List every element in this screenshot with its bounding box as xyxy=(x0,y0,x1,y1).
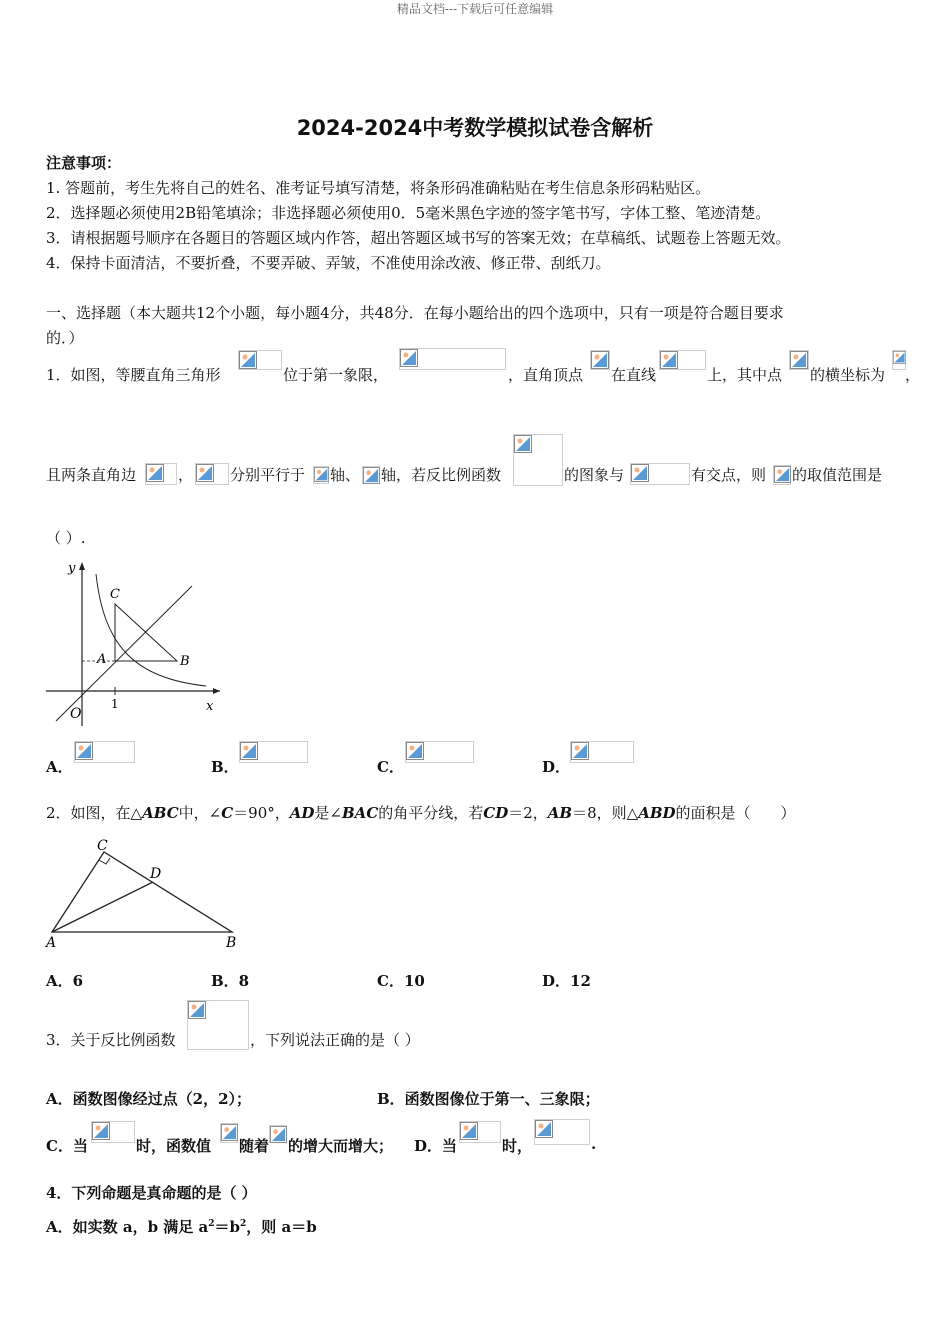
q3-option-a: A．函数图像经过点（2，2）； xyxy=(46,1090,252,1108)
label-c: C xyxy=(110,587,120,602)
broken-image-icon xyxy=(406,742,424,760)
broken-image-icon xyxy=(893,351,906,364)
formula-image xyxy=(534,1119,590,1145)
notes-item-2: 2．选择题必须使用2B铅笔填涂；非选择题必须使用0．5毫米黑色字迹的签字笔书写，字体工整、笔迹清楚。 xyxy=(46,204,771,222)
broken-image-icon xyxy=(221,1124,238,1141)
q2-option-d: D．12 xyxy=(542,972,591,990)
broken-image-icon xyxy=(240,742,258,760)
broken-image-icon xyxy=(571,742,589,760)
broken-image-icon xyxy=(514,435,532,453)
broken-image-icon xyxy=(196,464,214,482)
q1-line2-e: 轴，若反比例函数 xyxy=(381,466,502,484)
label-y: y xyxy=(68,561,76,576)
broken-image-icon xyxy=(146,464,164,482)
formula-image xyxy=(399,348,506,370)
q2-var: BAC xyxy=(342,804,379,822)
q4-text: A．如实数 a，b 满足 a xyxy=(46,1218,209,1236)
q2-text: 的面积是（ ） xyxy=(675,804,796,822)
page-title: 2024-2024中考数学模拟试卷含解析 xyxy=(296,116,654,140)
q1-text-4: 在直线 xyxy=(611,366,657,384)
q1-line2-g: 有交点，则 xyxy=(691,466,767,484)
q2-text: 2．如图，在△ xyxy=(46,804,143,822)
formula-image xyxy=(570,741,634,763)
q3-option-b: B．函数图像位于第一、三象限； xyxy=(377,1090,600,1108)
formula-image xyxy=(313,466,329,484)
q3-option-d-1: D．当 xyxy=(414,1137,458,1155)
formula-image xyxy=(220,1123,238,1143)
q1-option-d: D． xyxy=(542,758,571,776)
y-axis-arrow xyxy=(79,562,85,570)
label-b: B xyxy=(226,935,237,951)
formula-image xyxy=(630,463,690,485)
broken-image-icon xyxy=(400,349,418,367)
formula-image xyxy=(195,463,229,485)
q1-line2-b: ， xyxy=(178,466,194,484)
q1-option-a: A． xyxy=(46,758,73,776)
q1-line2-h: 的取值范围是 xyxy=(792,466,883,484)
broken-image-icon xyxy=(239,351,257,369)
formula-image xyxy=(789,350,809,370)
notes-item-4: 4．保持卡面清洁，不要折叠，不要弄破、弄皱，不准使用涂改液、修正带、刮纸刀。 xyxy=(46,254,611,272)
triangle-abc xyxy=(52,852,232,932)
formula-image xyxy=(238,350,282,370)
formula-image xyxy=(269,1125,287,1143)
q1-figure xyxy=(44,556,226,728)
q1-text-5: 上，其中点 xyxy=(707,366,783,384)
broken-image-icon xyxy=(535,1120,553,1138)
q2-option-b: B．8 xyxy=(211,972,250,990)
formula-image xyxy=(405,741,474,763)
broken-image-icon xyxy=(591,351,609,369)
label-a: A xyxy=(97,652,107,667)
right-angle-mark xyxy=(99,858,110,864)
q1-line2-c: 分别平行于 xyxy=(230,466,306,484)
triangle-abc xyxy=(115,604,177,661)
broken-image-icon xyxy=(363,467,380,484)
q2-option-c: C．10 xyxy=(377,972,425,990)
broken-image-icon xyxy=(460,1122,478,1140)
q2-text: 的角平分线，若 xyxy=(378,804,484,822)
q2-text: 中，∠ xyxy=(178,804,222,822)
q1-text-3: ，直角顶点 xyxy=(508,366,584,384)
formula-image xyxy=(892,350,906,370)
q1-text-7: ， xyxy=(905,366,921,384)
label-x: x xyxy=(206,699,214,714)
broken-image-icon xyxy=(188,1001,206,1019)
q2-text: ＝2， xyxy=(508,804,548,822)
formula-image xyxy=(91,1121,135,1143)
q1-line2-a: 且两条直角边 xyxy=(46,466,137,484)
q2-figure xyxy=(42,834,242,952)
q2-text: ＝90°， xyxy=(233,804,290,822)
formula-image xyxy=(590,350,610,370)
q1-line2-d: 轴、 xyxy=(330,466,361,484)
label-o: O xyxy=(70,706,82,722)
segment-ad xyxy=(52,882,153,932)
broken-image-icon xyxy=(270,1126,287,1143)
q2-var: C xyxy=(221,804,234,822)
formula-image xyxy=(187,1000,249,1050)
formula-image xyxy=(659,350,706,370)
formula-image xyxy=(459,1121,501,1143)
q2-text: 是∠ xyxy=(314,804,342,822)
formula-image xyxy=(145,463,177,485)
q2-question xyxy=(46,802,796,823)
broken-image-icon xyxy=(75,742,93,760)
q4-question: 4．下列命题是真命题的是（ ） xyxy=(46,1184,257,1202)
q4-text: ，则 a＝b xyxy=(246,1218,317,1236)
notes-heading: 注意事项： xyxy=(46,154,122,172)
formula-image xyxy=(513,434,563,486)
label-a: A xyxy=(46,935,57,951)
section-heading-line1: 一、选择题（本大题共12个小题，每小题4分，共48分．在每小题给出的四个选项中，只有一项是符合题目要求 xyxy=(46,304,784,322)
broken-image-icon xyxy=(92,1122,110,1140)
q3-text-1: 3．关于反比例函数 xyxy=(46,1031,176,1049)
broken-image-icon xyxy=(631,464,649,482)
notes-item-3: 3．请根据题号顺序在各题目的答题区域内作答，超出答题区域书写的答案无效；在草稿纸、试题卷上答题无效。 xyxy=(46,229,791,247)
superscript: 2 xyxy=(208,1219,215,1229)
q4-option-a xyxy=(46,1216,317,1237)
watermark: 精品文档---下载后可任意编辑 xyxy=(396,2,554,16)
formula-image xyxy=(74,741,135,763)
q3-option-c-1: C．当 xyxy=(46,1137,88,1155)
broken-image-icon xyxy=(314,467,329,482)
formula-image xyxy=(773,465,791,485)
broken-image-icon xyxy=(790,351,808,369)
q3-option-c-3: 随着 xyxy=(239,1137,270,1155)
q1-option-c: C． xyxy=(377,758,404,776)
q2-var: CD xyxy=(483,804,509,822)
q3-text-2: ，下列说法正确的是（ ） xyxy=(250,1031,420,1049)
q2-var: AB xyxy=(547,804,573,822)
superscript: 2 xyxy=(240,1219,247,1229)
x-axis-arrow xyxy=(213,688,220,694)
q1-line2-f: 的图象与 xyxy=(564,466,625,484)
q3-option-c-2: 时，函数值 xyxy=(136,1137,212,1155)
section-heading-line2: 的．） xyxy=(46,329,84,347)
broken-image-icon xyxy=(660,351,678,369)
q1-text-2: 位于第一象限， xyxy=(283,366,389,384)
q2-option-a: A．6 xyxy=(46,972,84,990)
q1-text-6: 的横坐标为 xyxy=(810,366,886,384)
q3-option-c-4: 的增大而增大； xyxy=(288,1137,394,1155)
q2-var: ABD xyxy=(638,804,676,822)
notes-item-1: 1. 答题前，考生先将自己的姓名、准考证号填写清楚，将条形码准确粘贴在考生信息条形码粘贴区。 xyxy=(46,179,711,197)
q3-option-d-2: 时， xyxy=(502,1137,533,1155)
broken-image-icon xyxy=(774,466,791,483)
q2-var: AD xyxy=(289,804,315,822)
q4-text: ＝b xyxy=(214,1218,240,1236)
q2-var: ABC xyxy=(142,804,179,822)
q1-option-b: B． xyxy=(211,758,239,776)
label-1: 1 xyxy=(111,697,119,711)
line-y-eq-x xyxy=(56,586,192,721)
label-c: C xyxy=(97,838,108,854)
q1-line3: （ ）. xyxy=(46,529,86,547)
q2-text: ＝8，则△ xyxy=(572,804,639,822)
label-b: B xyxy=(180,654,190,669)
q1-text-1: 1．如图，等腰直角三角形 xyxy=(46,366,221,384)
q3-option-d-3: . xyxy=(591,1135,597,1153)
formula-image xyxy=(362,466,380,484)
label-d: D xyxy=(150,866,162,882)
formula-image xyxy=(239,741,308,763)
